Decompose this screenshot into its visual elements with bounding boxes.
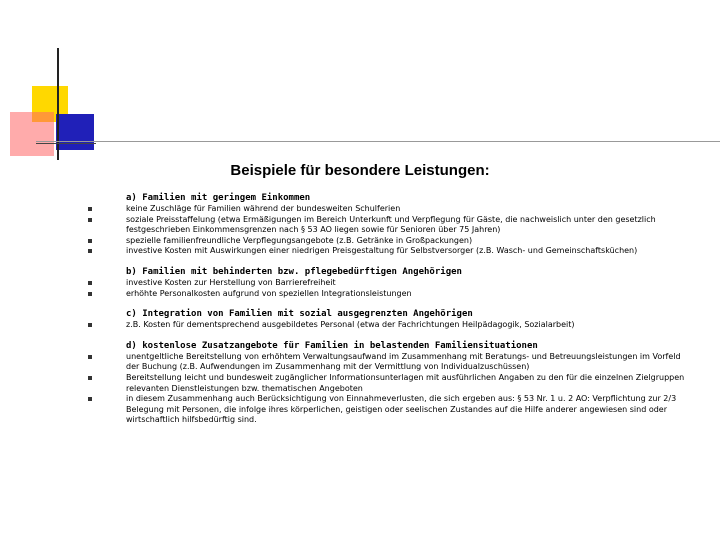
- slide-title: Beispiele für besondere Leistungen:: [230, 162, 490, 179]
- bullet-icon: [88, 249, 92, 253]
- section-d: [0, 341, 720, 426]
- section-heading: a) Familien mit geringem Einkommen: [126, 193, 311, 203]
- list-item: spezielle familienfreundliche Verpflegungsangebote (z.B. Getränke in Großpackungen): [126, 236, 694, 247]
- section-b: [0, 267, 720, 299]
- bullet-icon: [88, 281, 92, 285]
- list-item: keine Zuschläge für Familien während der bundesweiten Schulferien: [126, 204, 694, 215]
- section-heading: d) kostenlose Zusatzangebote für Familien in belastenden Familiensituationen: [126, 340, 538, 351]
- list-item: unentgeltliche Bereitstellung von erhöhtem Verwaltungsaufwand im Zusammenhang mit Beratungs- und Betreuungsleistungen im Vorfeld der Buchung (z.B. Aufwendungen im Zusammenhang mit der Vermittlung von Individualzuschüssen): [126, 352, 694, 373]
- bullet-icon: [88, 218, 92, 222]
- decor-blue-square: [56, 114, 94, 150]
- list-item: Bereitstellung leicht und bundesweit zugänglicher Informationsunterlagen mit ausführlichen Angaben zu den für die einzelnen Zielgruppen relevanten Dienstleistungen bzw. thematischen Angeboten: [126, 373, 694, 394]
- section-heading: c) Integration von Familien mit sozial ausgegrenzten Angehörigen: [126, 309, 473, 320]
- section-heading: b) Familien mit behinderten bzw. pflegebedürftigen Angehörigen: [126, 266, 462, 277]
- content: [0, 193, 720, 426]
- list-item: soziale Preisstaffelung (etwa Ermäßigungen im Bereich Unterkunft und Verpflegung für Gäste, die nachweislich unter den gesetzlich festgeschrieben Einkommensgrenzen nach § 53 AO liegen sowie für Senioren über 75 Jahren): [126, 215, 694, 236]
- section-c: [0, 309, 720, 331]
- list-item: erhöhte Personalkosten aufgrund von speziellen Integrationsleistungen: [126, 289, 694, 300]
- bullet-icon: [88, 323, 92, 327]
- list-item: z.B. Kosten für dementsprechend ausgebildetes Personal (etwa der Fachrichtungen Heilpädagogik, Sozialarbeit): [126, 320, 694, 331]
- decor-horizontal-line: [36, 141, 720, 142]
- decor-horizontal-line-accent: [36, 143, 96, 144]
- bullet-icon: [88, 376, 92, 380]
- list-item: investive Kosten mit Auswirkungen einer niedrigen Preisgestaltung für Selbstversorger (z.B. Wasch- und Gemeinschaftsküchen): [126, 246, 694, 257]
- list-item: investive Kosten zur Herstellung von Barrierefreiheit: [126, 278, 694, 289]
- decor-red-square: [10, 112, 54, 156]
- list-item: in diesem Zusammenhang auch Berücksichtigung von Einnahmeverlusten, die sich ergeben aus: § 53 Nr. 1 u. 2 AO: Verpflichtung zur 2/3 Belegung mit Personen, die infolge ihres körperlichen, geistigen oder seelischen Zustandes auf die Hilfe anderer angewiesen sind oder wirtschaftlich hilfsbedürftig sind.: [126, 394, 694, 426]
- bullet-icon: [88, 355, 92, 359]
- bullet-icon: [88, 207, 92, 211]
- section-a: [0, 193, 720, 257]
- bullet-icon: [88, 239, 92, 243]
- bullet-icon: [88, 292, 92, 296]
- bullet-icon: [88, 397, 92, 401]
